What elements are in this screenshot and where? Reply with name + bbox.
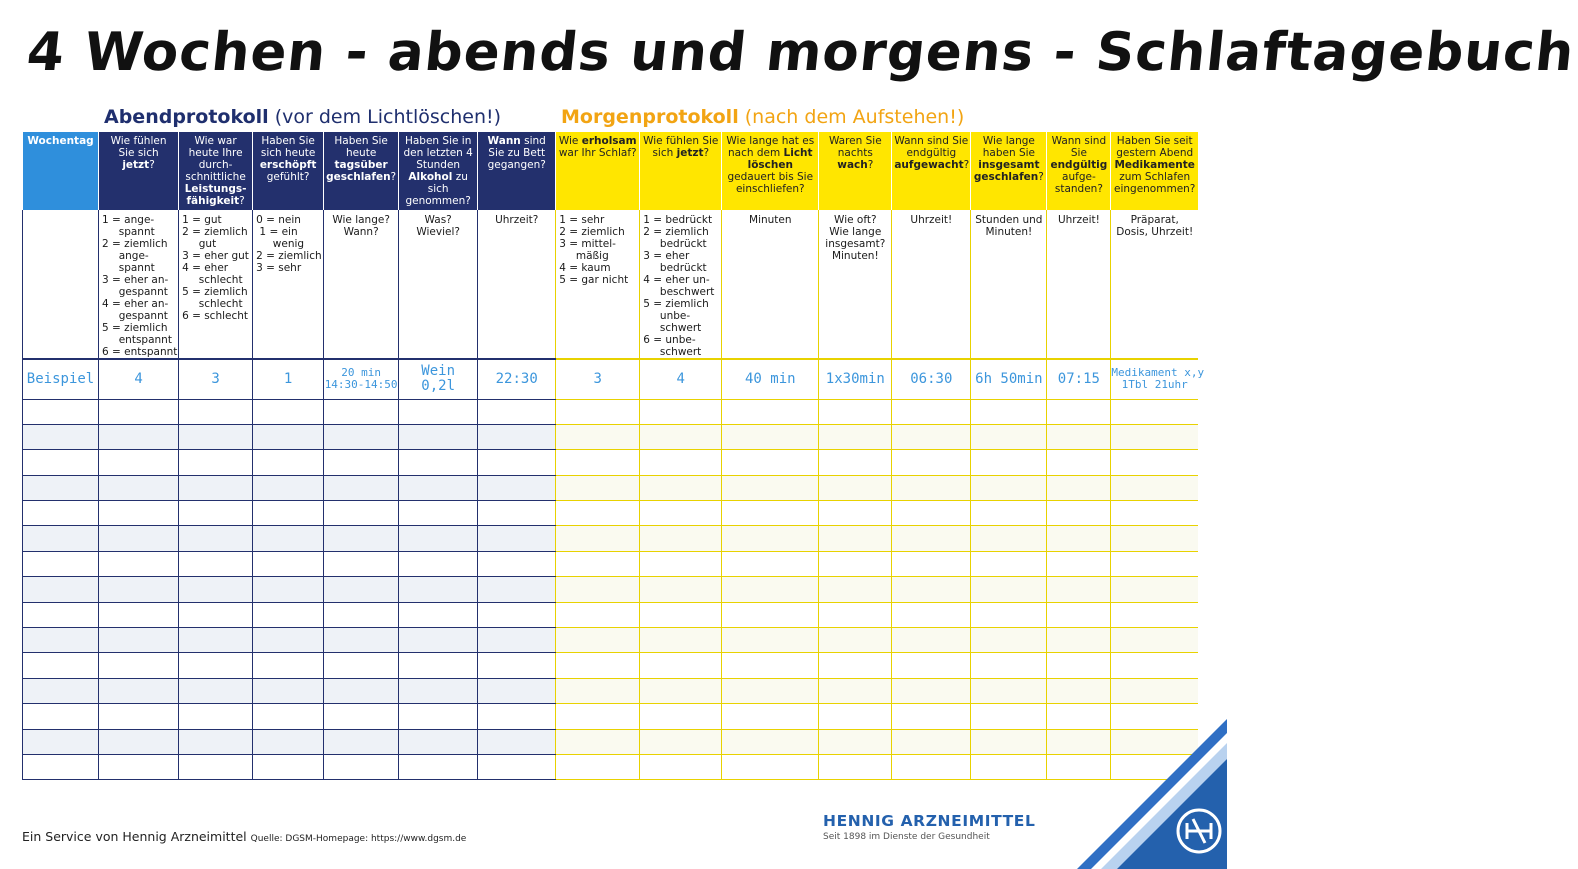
entry-cell[interactable] bbox=[1111, 628, 1198, 653]
entry-cell[interactable] bbox=[399, 475, 478, 500]
entry-cell[interactable] bbox=[892, 754, 971, 779]
entry-cell[interactable] bbox=[253, 399, 324, 424]
header-exhausted: Haben Sie sich heute erschöpft gefühlt? bbox=[253, 132, 324, 210]
entry-cell[interactable] bbox=[179, 653, 253, 678]
entry-cell[interactable] bbox=[892, 704, 971, 729]
entry-cell[interactable] bbox=[253, 602, 324, 627]
entry-cell[interactable] bbox=[23, 678, 99, 703]
entry-cell[interactable] bbox=[23, 653, 99, 678]
entry-row bbox=[23, 424, 1199, 449]
header-sleep-latency: Wie lange hat es nach dem Licht löschen gedauert bis Sie einschliefen? bbox=[722, 132, 819, 210]
entry-cell[interactable] bbox=[556, 577, 640, 602]
entry-cell[interactable] bbox=[23, 577, 99, 602]
legend-exhausted: 0 = nein 1 = ein wenig 2 = ziemlich 3 = sehr bbox=[253, 210, 324, 359]
entry-cell[interactable] bbox=[478, 678, 556, 703]
entry-cell[interactable] bbox=[324, 399, 399, 424]
entry-cell[interactable] bbox=[1047, 678, 1111, 703]
entry-cell[interactable] bbox=[1047, 526, 1111, 551]
example-alcohol: Wein 0,2l bbox=[399, 359, 478, 399]
entry-cell[interactable] bbox=[324, 704, 399, 729]
entry-cell[interactable] bbox=[478, 501, 556, 526]
footer-service: Ein Service von Hennig Arzneimittel Quelle: DGSM-Homepage: https://www.dgsm.de bbox=[22, 829, 467, 844]
entry-cell[interactable] bbox=[819, 577, 892, 602]
example-total-sleep: 6h 50min bbox=[971, 359, 1047, 399]
entry-cell[interactable] bbox=[1047, 551, 1111, 576]
entry-cell[interactable] bbox=[1111, 450, 1198, 475]
entry-row bbox=[23, 754, 1199, 779]
entry-cell[interactable] bbox=[399, 729, 478, 754]
entry-cell[interactable] bbox=[892, 551, 971, 576]
entry-cell[interactable] bbox=[1047, 475, 1111, 500]
header-night-awake: Waren Sie nachts wach? bbox=[819, 132, 892, 210]
entry-cell[interactable] bbox=[722, 729, 819, 754]
example-exhausted: 1 bbox=[253, 359, 324, 399]
entry-cell[interactable] bbox=[478, 424, 556, 449]
legend-performance: 1 = gut 2 = ziemlich gut 3 = eher gut 4 = eher schlecht 5 = ziemlich schlecht 6 = schlecht bbox=[179, 210, 253, 359]
entry-cell[interactable] bbox=[971, 577, 1047, 602]
entry-row bbox=[23, 501, 1199, 526]
entry-cell[interactable] bbox=[99, 628, 179, 653]
header-weekday: Wochentag bbox=[23, 132, 99, 210]
entry-cell[interactable] bbox=[892, 424, 971, 449]
entry-cell[interactable] bbox=[253, 450, 324, 475]
entry-cell[interactable] bbox=[556, 501, 640, 526]
entry-cell[interactable] bbox=[819, 754, 892, 779]
entry-cell[interactable] bbox=[23, 475, 99, 500]
example-night-awake: 1x30min bbox=[819, 359, 892, 399]
header-got-up: Wann sind Sie endgültig aufge-standen? bbox=[1047, 132, 1111, 210]
entry-cell[interactable] bbox=[819, 450, 892, 475]
entry-cell[interactable] bbox=[23, 602, 99, 627]
entry-cell[interactable] bbox=[324, 754, 399, 779]
entry-cell[interactable] bbox=[99, 577, 179, 602]
entry-cell[interactable] bbox=[99, 754, 179, 779]
entry-cell[interactable] bbox=[892, 501, 971, 526]
entry-cell[interactable] bbox=[892, 450, 971, 475]
entry-cell[interactable] bbox=[399, 450, 478, 475]
entry-cell[interactable] bbox=[324, 602, 399, 627]
entry-cell[interactable] bbox=[324, 551, 399, 576]
entry-cell[interactable] bbox=[556, 602, 640, 627]
entry-cell[interactable] bbox=[324, 450, 399, 475]
entry-cell[interactable] bbox=[971, 424, 1047, 449]
morning-protocol-heading: Morgenprotokoll (nach dem Aufstehen!) bbox=[561, 106, 965, 128]
entry-cell[interactable] bbox=[892, 602, 971, 627]
header-daytime-nap: Haben Sie heute tagsüber geschlafen? bbox=[324, 132, 399, 210]
entry-cell[interactable] bbox=[324, 729, 399, 754]
entry-cell[interactable] bbox=[640, 577, 722, 602]
entry-cell[interactable] bbox=[23, 729, 99, 754]
legend-sleep-latency: Minuten bbox=[722, 210, 819, 359]
entry-cell[interactable] bbox=[1047, 628, 1111, 653]
entry-cell[interactable] bbox=[253, 653, 324, 678]
entry-cell[interactable] bbox=[253, 628, 324, 653]
entry-cell[interactable] bbox=[23, 754, 99, 779]
brand-name: HENNIG ARZNEIMITTEL bbox=[823, 812, 1036, 830]
entry-cell[interactable] bbox=[324, 678, 399, 703]
entry-cell[interactable] bbox=[1047, 602, 1111, 627]
entry-cell[interactable] bbox=[399, 399, 478, 424]
entry-cell[interactable] bbox=[971, 602, 1047, 627]
entry-cell[interactable] bbox=[556, 399, 640, 424]
example-sleep-latency: 40 min bbox=[722, 359, 819, 399]
entry-cell[interactable] bbox=[640, 501, 722, 526]
header-performance: Wie war heute Ihre durch-schnittliche Leistungs-fähigkeit? bbox=[179, 132, 253, 210]
footer-source: Quelle: DGSM-Homepage: https://www.dgsm.de bbox=[250, 834, 467, 844]
entry-cell[interactable] bbox=[640, 526, 722, 551]
entry-cell[interactable] bbox=[971, 653, 1047, 678]
entry-cell[interactable] bbox=[819, 475, 892, 500]
entry-cell[interactable] bbox=[556, 653, 640, 678]
entry-row bbox=[23, 678, 1199, 703]
entry-cell[interactable] bbox=[23, 399, 99, 424]
entry-cell[interactable] bbox=[179, 704, 253, 729]
entry-row bbox=[23, 577, 1199, 602]
entry-cell[interactable] bbox=[399, 424, 478, 449]
entry-cell[interactable] bbox=[971, 475, 1047, 500]
entry-cell[interactable] bbox=[179, 577, 253, 602]
entry-cell[interactable] bbox=[399, 653, 478, 678]
entry-cell[interactable] bbox=[640, 602, 722, 627]
entry-cell[interactable] bbox=[819, 678, 892, 703]
entry-cell[interactable] bbox=[556, 450, 640, 475]
entry-cell[interactable] bbox=[1111, 678, 1198, 703]
entry-cell[interactable] bbox=[179, 729, 253, 754]
entry-cell[interactable] bbox=[819, 653, 892, 678]
entry-cell[interactable] bbox=[23, 704, 99, 729]
legend-alcohol: Was? Wieviel? bbox=[399, 210, 478, 359]
entry-cell[interactable] bbox=[99, 399, 179, 424]
entry-cell[interactable] bbox=[253, 526, 324, 551]
entry-cell[interactable] bbox=[253, 754, 324, 779]
entry-cell[interactable] bbox=[640, 475, 722, 500]
entry-cell[interactable] bbox=[640, 551, 722, 576]
entry-cell[interactable] bbox=[399, 602, 478, 627]
entry-cell[interactable] bbox=[640, 754, 722, 779]
example-got-up: 07:15 bbox=[1047, 359, 1111, 399]
entry-cell[interactable] bbox=[971, 551, 1047, 576]
entry-row bbox=[23, 551, 1199, 576]
entry-cell[interactable] bbox=[399, 754, 478, 779]
entry-cell[interactable] bbox=[640, 704, 722, 729]
entry-cell[interactable] bbox=[1047, 577, 1111, 602]
entry-cell[interactable] bbox=[253, 704, 324, 729]
entry-cell[interactable] bbox=[722, 577, 819, 602]
header-row bbox=[23, 132, 1199, 210]
entry-cell[interactable] bbox=[324, 424, 399, 449]
example-daytime-nap: 20 min 14:30-14:50 bbox=[324, 359, 399, 399]
entry-cell[interactable] bbox=[324, 501, 399, 526]
entry-cell[interactable] bbox=[1047, 450, 1111, 475]
entry-row bbox=[23, 399, 1199, 424]
entry-cell[interactable] bbox=[99, 678, 179, 703]
entry-cell[interactable] bbox=[253, 551, 324, 576]
legend-got-up: Uhrzeit! bbox=[1047, 210, 1111, 359]
entry-cell[interactable] bbox=[722, 450, 819, 475]
entry-cell[interactable] bbox=[1111, 653, 1198, 678]
entry-cell[interactable] bbox=[971, 526, 1047, 551]
entry-cell[interactable] bbox=[971, 501, 1047, 526]
header-morning-feeling: Wie fühlen Sie sich jetzt? bbox=[640, 132, 722, 210]
entry-cell[interactable] bbox=[971, 729, 1047, 754]
entry-cell[interactable] bbox=[556, 754, 640, 779]
entry-cell[interactable] bbox=[99, 424, 179, 449]
example-woke-up: 06:30 bbox=[892, 359, 971, 399]
example-weekday: Beispiel bbox=[23, 359, 99, 399]
entry-cell[interactable] bbox=[478, 526, 556, 551]
entry-cell[interactable] bbox=[722, 551, 819, 576]
entry-cell[interactable] bbox=[1111, 475, 1198, 500]
entry-cell[interactable] bbox=[1111, 399, 1198, 424]
entry-cell[interactable] bbox=[478, 551, 556, 576]
entry-cell[interactable] bbox=[99, 653, 179, 678]
legend-woke-up: Uhrzeit! bbox=[892, 210, 971, 359]
entry-cell[interactable] bbox=[99, 526, 179, 551]
entry-cell[interactable] bbox=[324, 526, 399, 551]
entry-cell[interactable] bbox=[722, 501, 819, 526]
entry-cell[interactable] bbox=[971, 399, 1047, 424]
entry-cell[interactable] bbox=[640, 399, 722, 424]
entry-cell[interactable] bbox=[819, 424, 892, 449]
entry-cell[interactable] bbox=[99, 602, 179, 627]
example-bedtime: 22:30 bbox=[478, 359, 556, 399]
entry-cell[interactable] bbox=[556, 551, 640, 576]
entry-cell[interactable] bbox=[892, 526, 971, 551]
header-woke-up: Wann sind Sie endgültig aufgewacht? bbox=[892, 132, 971, 210]
legend-night-awake: Wie oft? Wie lange insgesamt? Minuten! bbox=[819, 210, 892, 359]
entry-cell[interactable] bbox=[99, 501, 179, 526]
entry-cell[interactable] bbox=[722, 399, 819, 424]
entry-cell[interactable] bbox=[892, 729, 971, 754]
header-bedtime: Wann sind Sie zu Bett gegangen? bbox=[478, 132, 556, 210]
entry-cell[interactable] bbox=[892, 628, 971, 653]
entry-cell[interactable] bbox=[722, 678, 819, 703]
entry-cell[interactable] bbox=[819, 526, 892, 551]
entry-cell[interactable] bbox=[556, 628, 640, 653]
entry-cell[interactable] bbox=[179, 602, 253, 627]
entry-row bbox=[23, 729, 1199, 754]
entry-cell[interactable] bbox=[971, 704, 1047, 729]
entry-cell[interactable] bbox=[722, 602, 819, 627]
corner-decoration bbox=[1077, 719, 1227, 869]
entry-cell[interactable] bbox=[1047, 424, 1111, 449]
entry-cell[interactable] bbox=[179, 424, 253, 449]
entry-cell[interactable] bbox=[722, 628, 819, 653]
entry-cell[interactable] bbox=[640, 628, 722, 653]
entry-cell[interactable] bbox=[1111, 577, 1198, 602]
entry-cell[interactable] bbox=[23, 526, 99, 551]
entry-cell[interactable] bbox=[1047, 501, 1111, 526]
example-medication: Medikament x,y 1Tbl 21uhr bbox=[1111, 359, 1198, 399]
sleep-diary-table bbox=[22, 132, 1205, 780]
entry-cell[interactable] bbox=[556, 729, 640, 754]
entry-cell[interactable] bbox=[399, 704, 478, 729]
header-alcohol: Haben Sie in den letzten 4 Stunden Alkohol zu sich genommen? bbox=[399, 132, 478, 210]
entry-cell[interactable] bbox=[179, 399, 253, 424]
legend-sleep-quality: 1 = sehr 2 = ziemlich 3 = mittel- mäßig 4 = kaum 5 = gar nicht bbox=[556, 210, 640, 359]
entry-cell[interactable] bbox=[324, 628, 399, 653]
entry-cell[interactable] bbox=[478, 729, 556, 754]
example-evening-feeling: 4 bbox=[99, 359, 179, 399]
entry-row bbox=[23, 628, 1199, 653]
entry-cell[interactable] bbox=[1047, 399, 1111, 424]
entry-cell[interactable] bbox=[23, 450, 99, 475]
legend-morning-feeling: 1 = bedrückt 2 = ziemlich bedrückt 3 = eher bedrückt 4 = eher un- beschwert 5 = ziemlich unbe- schwert 6 = unbe- schwert bbox=[640, 210, 722, 359]
entry-cell[interactable] bbox=[253, 729, 324, 754]
entry-cell[interactable] bbox=[399, 526, 478, 551]
example-row bbox=[23, 359, 1199, 399]
entry-cell[interactable] bbox=[253, 577, 324, 602]
entry-row bbox=[23, 526, 1199, 551]
entry-cell[interactable] bbox=[99, 729, 179, 754]
entry-cell[interactable] bbox=[23, 628, 99, 653]
legend-daytime-nap: Wie lange? Wann? bbox=[324, 210, 399, 359]
entry-cell[interactable] bbox=[892, 653, 971, 678]
example-sleep-quality: 3 bbox=[556, 359, 640, 399]
entry-cell[interactable] bbox=[253, 501, 324, 526]
entry-cell[interactable] bbox=[253, 475, 324, 500]
entry-cell[interactable] bbox=[179, 628, 253, 653]
entry-cell[interactable] bbox=[819, 628, 892, 653]
entry-cell[interactable] bbox=[722, 653, 819, 678]
entry-cell[interactable] bbox=[722, 754, 819, 779]
example-performance: 3 bbox=[179, 359, 253, 399]
entry-cell[interactable] bbox=[478, 577, 556, 602]
entry-cell[interactable] bbox=[892, 678, 971, 703]
entry-cell[interactable] bbox=[399, 628, 478, 653]
entry-row bbox=[23, 475, 1199, 500]
entry-cell[interactable] bbox=[399, 551, 478, 576]
entry-cell[interactable] bbox=[722, 526, 819, 551]
legend-medication: Präparat, Dosis, Uhrzeit! bbox=[1111, 210, 1198, 359]
legend-bedtime: Uhrzeit? bbox=[478, 210, 556, 359]
entry-cell[interactable] bbox=[971, 628, 1047, 653]
entry-cell[interactable] bbox=[819, 602, 892, 627]
entry-cell[interactable] bbox=[640, 729, 722, 754]
entry-cell[interactable] bbox=[556, 704, 640, 729]
entry-cell[interactable] bbox=[23, 501, 99, 526]
legend-weekday bbox=[23, 210, 99, 359]
entry-cell[interactable] bbox=[478, 399, 556, 424]
entry-cell[interactable] bbox=[99, 551, 179, 576]
entry-cell[interactable] bbox=[819, 729, 892, 754]
entry-cell[interactable] bbox=[1111, 501, 1198, 526]
entry-cell[interactable] bbox=[324, 653, 399, 678]
entry-cell[interactable] bbox=[399, 501, 478, 526]
entry-cell[interactable] bbox=[399, 577, 478, 602]
entry-cell[interactable] bbox=[478, 754, 556, 779]
entry-cell[interactable] bbox=[556, 424, 640, 449]
legend-evening-feeling: 1 = ange- spannt 2 = ziemlich ange- spannt 3 = eher an- gespannt 4 = eher an- gespannt 5 = ziemlich entspannt 6 = entspannt bbox=[99, 210, 179, 359]
entry-cell[interactable] bbox=[556, 475, 640, 500]
entry-cell[interactable] bbox=[1111, 602, 1198, 627]
entry-cell[interactable] bbox=[819, 501, 892, 526]
entry-cell[interactable] bbox=[640, 653, 722, 678]
entry-cell[interactable] bbox=[478, 475, 556, 500]
header-total-sleep: Wie lange haben Sie insgesamt geschlafen? bbox=[971, 132, 1047, 210]
brand-tagline: Seit 1898 im Dienste der Gesundheit bbox=[823, 832, 990, 842]
entry-cell[interactable] bbox=[478, 653, 556, 678]
entry-cell[interactable] bbox=[23, 424, 99, 449]
entry-cell[interactable] bbox=[179, 678, 253, 703]
entry-cell[interactable] bbox=[722, 704, 819, 729]
entry-cell[interactable] bbox=[1111, 424, 1198, 449]
entry-cell[interactable] bbox=[640, 678, 722, 703]
entry-cell[interactable] bbox=[722, 424, 819, 449]
page-title: 4 Wochen - abends und morgens - Schlaftagebuch bbox=[23, 22, 1578, 83]
entry-cell[interactable] bbox=[179, 501, 253, 526]
entry-cell[interactable] bbox=[324, 577, 399, 602]
entry-cell[interactable] bbox=[640, 424, 722, 449]
legend-row bbox=[23, 210, 1199, 359]
entry-row bbox=[23, 653, 1199, 678]
entry-cell[interactable] bbox=[971, 450, 1047, 475]
entry-cell[interactable] bbox=[971, 754, 1047, 779]
entry-cell[interactable] bbox=[179, 526, 253, 551]
entry-row bbox=[23, 704, 1199, 729]
header-medication: Haben Sie seit gestern Abend Medikamente zum Schlafen eingenommen? bbox=[1111, 132, 1198, 210]
legend-total-sleep: Stunden und Minuten! bbox=[971, 210, 1047, 359]
entry-cell[interactable] bbox=[324, 475, 399, 500]
entry-cell[interactable] bbox=[556, 526, 640, 551]
entry-cell[interactable] bbox=[892, 475, 971, 500]
entry-cell[interactable] bbox=[99, 450, 179, 475]
entry-cell[interactable] bbox=[179, 450, 253, 475]
entry-cell[interactable] bbox=[179, 754, 253, 779]
entry-cell[interactable] bbox=[892, 577, 971, 602]
entry-row bbox=[23, 602, 1199, 627]
entry-cell[interactable] bbox=[892, 399, 971, 424]
evening-protocol-heading: Abendprotokoll (vor dem Lichtlöschen!) bbox=[104, 106, 502, 128]
entry-cell[interactable] bbox=[556, 678, 640, 703]
entry-cell[interactable] bbox=[253, 424, 324, 449]
entry-cell[interactable] bbox=[179, 551, 253, 576]
entry-cell[interactable] bbox=[819, 704, 892, 729]
entry-cell[interactable] bbox=[99, 704, 179, 729]
entry-cell[interactable] bbox=[971, 678, 1047, 703]
entry-cell[interactable] bbox=[478, 704, 556, 729]
entry-cell[interactable] bbox=[819, 551, 892, 576]
entry-cell[interactable] bbox=[253, 678, 324, 703]
entry-cell[interactable] bbox=[179, 475, 253, 500]
entry-row bbox=[23, 450, 1199, 475]
entry-cell[interactable] bbox=[23, 551, 99, 576]
entry-cell[interactable] bbox=[819, 399, 892, 424]
entry-cell[interactable] bbox=[399, 678, 478, 703]
header-sleep-quality: Wie erholsam war Ihr Schlaf? bbox=[556, 132, 640, 210]
entry-cell[interactable] bbox=[1111, 551, 1198, 576]
example-morning-feeling: 4 bbox=[640, 359, 722, 399]
entry-cell[interactable] bbox=[478, 450, 556, 475]
entry-cell[interactable] bbox=[640, 450, 722, 475]
entry-cell[interactable] bbox=[99, 475, 179, 500]
entry-cell[interactable] bbox=[1111, 526, 1198, 551]
header-evening-feeling: Wie fühlen Sie sich jetzt? bbox=[99, 132, 179, 210]
entry-cell[interactable] bbox=[722, 475, 819, 500]
entry-cell[interactable] bbox=[478, 602, 556, 627]
entry-cell[interactable] bbox=[1047, 653, 1111, 678]
entry-cell[interactable] bbox=[478, 628, 556, 653]
